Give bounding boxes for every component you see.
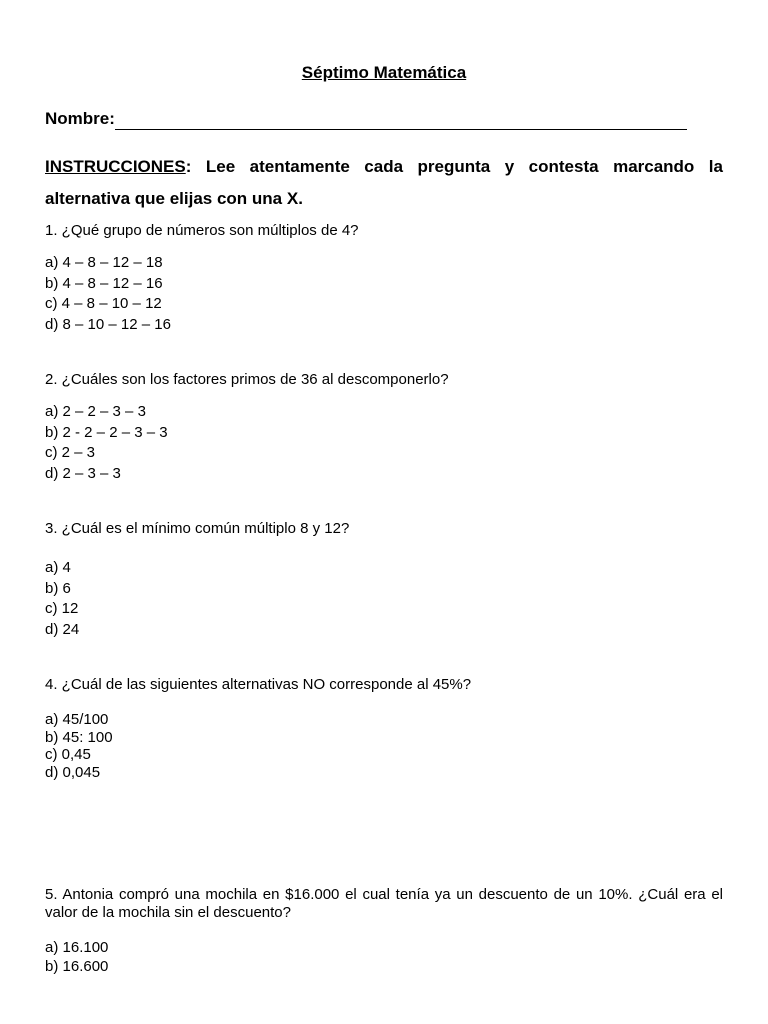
question-3-option-c[interactable]: c) 12	[45, 600, 79, 618]
question-2-option-c[interactable]: c) 2 – 3	[45, 444, 96, 462]
instructions-text: : Lee atentamente cada pregunta y contesta marcando la alternativa que elijas con una X.	[45, 157, 723, 208]
question-1-option-a[interactable]: a) 4 – 8 – 12 – 18	[45, 254, 163, 271]
question-4-option-b[interactable]: b) 45: 100	[45, 728, 113, 746]
question-1-option-b[interactable]: b) 4 – 8 – 12 – 16	[45, 274, 163, 292]
question-5-options	[45, 938, 108, 976]
question-5-option-a[interactable]: a) 16.100	[45, 939, 109, 956]
question-2-text: 2. ¿Cuáles son los factores primos de 36 al descomponerlo?	[45, 371, 449, 388]
worksheet-title: Séptimo Matemática	[301, 63, 467, 82]
question-4-option-a[interactable]: a) 45/100	[45, 711, 109, 728]
question-2-option-b[interactable]: b) 2 - 2 – 2 – 3 – 3	[45, 423, 168, 441]
question-1-text: 1. ¿Qué grupo de números son múltiplos de 4?	[45, 222, 359, 239]
question-4-option-d[interactable]: d) 0,045	[45, 764, 101, 782]
question-2-options	[45, 402, 168, 485]
question-2-option-d[interactable]: d) 2 – 3 – 3	[45, 465, 121, 483]
question-3-text: 3. ¿Cuál es el mínimo común múltiplo 8 y 12?	[45, 520, 350, 537]
question-2-option-a[interactable]: a) 2 – 2 – 3 – 3	[45, 403, 146, 420]
question-4-option-c[interactable]: c) 0,45	[45, 746, 91, 764]
question-4-text: 4. ¿Cuál de las siguientes alternativas NO corresponde al 45%?	[45, 676, 472, 693]
name-blank-line[interactable]	[115, 110, 687, 130]
name-label: Nombre:	[45, 109, 115, 128]
question-1-option-d[interactable]: d) 8 – 10 – 12 – 16	[45, 316, 171, 334]
question-5-text: 5. Antonia compró una mochila en $16.000 el cual tenía ya un descuento de un 10%. ¿Cuál era el valor de la mochila sin el descuento?	[45, 886, 723, 921]
name-field-row	[45, 108, 687, 130]
instructions-label: INSTRUCCIONES	[45, 157, 186, 176]
question-4-options	[45, 711, 113, 782]
question-1-option-c[interactable]: c) 4 – 8 – 10 – 12	[45, 295, 162, 313]
question-3-option-a[interactable]: a) 4	[45, 559, 71, 576]
question-1-options	[45, 253, 171, 336]
question-5-option-b[interactable]: b) 16.600	[45, 958, 109, 975]
question-3-option-d[interactable]: d) 24	[45, 621, 80, 639]
question-3-option-b[interactable]: b) 6	[45, 579, 71, 597]
question-3-options	[45, 558, 79, 641]
instructions-paragraph	[45, 151, 723, 215]
